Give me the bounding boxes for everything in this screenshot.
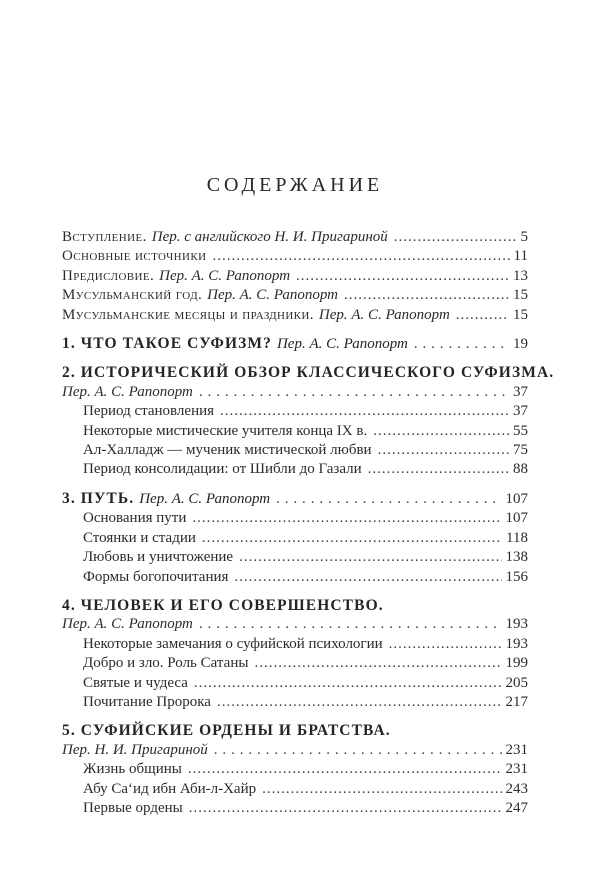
subsection-page-number: 193 bbox=[505, 635, 528, 652]
subsection-page-number: 199 bbox=[505, 655, 528, 672]
toc-entry bbox=[62, 228, 528, 247]
subsection-entry bbox=[62, 780, 528, 799]
subsection-entry bbox=[62, 568, 528, 587]
chapter-translator-entry bbox=[62, 741, 528, 760]
chapter-translator-entry bbox=[62, 383, 528, 402]
subsection-entry bbox=[62, 654, 528, 673]
dot-leader bbox=[373, 422, 509, 441]
entry-page-number: 5 bbox=[520, 229, 528, 245]
chapter-entry bbox=[62, 489, 528, 509]
toc-entry bbox=[62, 267, 528, 286]
subsection-label: Период консолидации: от Шибли до Газали bbox=[83, 461, 362, 478]
subsection-entry bbox=[62, 693, 528, 712]
entry-translator: Пер. А. С. Рапопорт bbox=[207, 287, 339, 304]
subsection-label: Формы богопочитания bbox=[83, 568, 229, 585]
subsection-entry bbox=[62, 548, 528, 567]
toc-entry bbox=[62, 247, 528, 266]
chapter-entry bbox=[62, 334, 528, 354]
chapter-translator: Пер. А. С. Рапопорт bbox=[62, 616, 193, 633]
chapter-label: 2. ИСТОРИЧЕСКИЙ ОБЗОР КЛАССИЧЕСКОГО СУФИЗМА. bbox=[62, 364, 555, 382]
dot-leader bbox=[276, 490, 501, 509]
chapter-heading bbox=[62, 363, 555, 382]
dot-leader bbox=[239, 548, 501, 567]
chapter-page-number: 107 bbox=[505, 490, 528, 507]
chapter-heading bbox=[62, 596, 528, 615]
toc-chapter-5 bbox=[62, 721, 528, 818]
chapter-label: 4. ЧЕЛОВЕК И ЕГО СОВЕРШЕНСТВО. bbox=[62, 596, 384, 614]
subsection-page-number: 156 bbox=[505, 568, 528, 585]
chapter-label: 5. СУФИЙСКИЕ ОРДЕНЫ И БРАТСТВА. bbox=[62, 722, 391, 740]
entry-label: Мусульманские месяцы и праздники. bbox=[62, 306, 314, 323]
subsection-page-number: 88 bbox=[513, 461, 528, 478]
subsection-page-number: 217 bbox=[505, 693, 528, 710]
chapter-translator: Пер. А. С. Рапопорт bbox=[276, 336, 408, 353]
page-title: СОДЕРЖАНИЕ bbox=[206, 174, 384, 196]
dot-leader bbox=[192, 509, 501, 528]
subsection-label: Почитание Пророка bbox=[83, 693, 211, 710]
subsection-label: Жизнь общины bbox=[83, 761, 182, 778]
chapter-page-number: 19 bbox=[513, 336, 528, 353]
entry-label: Основные источники bbox=[62, 248, 207, 265]
subsection-label: Ал-Халладж — мученик мистической любви bbox=[83, 442, 372, 459]
entry-page-number: 13 bbox=[513, 267, 528, 284]
subsection-entry bbox=[62, 674, 528, 693]
subsection-page-number: 205 bbox=[505, 674, 528, 691]
dot-leader bbox=[389, 635, 502, 654]
dot-leader bbox=[202, 529, 502, 548]
subsection-entry bbox=[62, 529, 528, 548]
dot-leader bbox=[188, 760, 502, 779]
subsection-page-number: 75 bbox=[513, 442, 528, 459]
subsection-page-number: 55 bbox=[513, 422, 528, 439]
dot-leader bbox=[344, 286, 509, 305]
subsection-label: Абу Са‘ид ибн Аби-л-Хайр bbox=[83, 780, 257, 797]
subsection-entry bbox=[62, 422, 528, 441]
toc-front-matter bbox=[62, 228, 528, 325]
toc-chapter-2 bbox=[62, 363, 555, 479]
subsection-label: Некоторые замечания о суфийской психологии bbox=[83, 635, 383, 652]
dot-leader bbox=[378, 441, 509, 460]
subsection-entry bbox=[62, 509, 528, 528]
subsection-entry bbox=[62, 402, 528, 421]
toc-chapter-1 bbox=[62, 334, 528, 354]
subsection-label: Добро и зло. Роль Сатаны bbox=[83, 655, 249, 672]
dot-leader bbox=[414, 335, 509, 354]
entry-translator: Пер. А. С. Рапопорт bbox=[159, 267, 291, 284]
dot-leader bbox=[254, 654, 501, 673]
subsection-page-number: 107 bbox=[505, 510, 528, 527]
chapter-page-number: 193 bbox=[505, 616, 528, 633]
dot-leader bbox=[394, 228, 517, 247]
subsection-label: Первые ордены bbox=[83, 799, 183, 816]
dot-leader bbox=[217, 693, 502, 712]
entry-page-number: 11 bbox=[513, 248, 528, 265]
subsection-page-number: 37 bbox=[513, 403, 528, 420]
chapter-page-number: 37 bbox=[513, 383, 528, 400]
toc-entry bbox=[62, 306, 528, 325]
subsection-label: Стоянки и стадии bbox=[83, 529, 196, 546]
subsection-label: Некоторые мистические учителя конца IX в. bbox=[83, 422, 368, 439]
dot-leader bbox=[220, 402, 509, 421]
table-of-contents bbox=[62, 228, 555, 818]
dot-leader bbox=[189, 799, 502, 818]
dot-leader bbox=[199, 383, 509, 402]
dot-leader bbox=[199, 615, 502, 634]
dot-leader bbox=[296, 267, 509, 286]
subsection-page-number: 138 bbox=[505, 549, 528, 566]
chapter-page-number: 231 bbox=[505, 741, 528, 758]
chapter-label: 1. ЧТО ТАКОЕ СУФИЗМ? bbox=[62, 335, 272, 353]
chapter-translator: Пер. Н. И. Пригариной bbox=[62, 741, 208, 758]
subsection-page-number: 231 bbox=[505, 761, 528, 778]
subsection-entry bbox=[62, 460, 528, 479]
dot-leader bbox=[212, 247, 509, 266]
dot-leader bbox=[194, 674, 502, 693]
chapter-label: 3. ПУТЬ. bbox=[62, 489, 135, 507]
entry-label: Вступление. bbox=[62, 229, 147, 245]
chapter-translator: Пер. А. С. Рапопорт bbox=[139, 490, 271, 507]
entry-label: Предисловие. bbox=[62, 267, 155, 284]
chapter-translator: Пер. А. С. Рапопорт bbox=[62, 383, 193, 400]
toc-chapter-4 bbox=[62, 596, 528, 712]
dot-leader bbox=[214, 741, 502, 760]
dot-leader bbox=[234, 568, 501, 587]
subsection-entry bbox=[62, 441, 528, 460]
entry-label: Мусульманский год. bbox=[62, 287, 203, 304]
subsection-label: Любовь и уничтожение bbox=[83, 549, 234, 566]
chapter-translator-entry bbox=[62, 615, 528, 634]
subsection-entry bbox=[62, 760, 528, 779]
subsection-page-number: 118 bbox=[506, 529, 528, 546]
dot-leader bbox=[262, 780, 501, 799]
subsection-page-number: 243 bbox=[505, 780, 528, 797]
entry-translator: Пер. А. С. Рапопорт bbox=[318, 306, 450, 323]
dot-leader bbox=[456, 306, 509, 325]
subsection-label: Период становления bbox=[83, 403, 215, 420]
entry-page-number: 15 bbox=[513, 287, 528, 304]
toc-entry bbox=[62, 286, 528, 305]
subsection-label: Святые и чудеса bbox=[83, 674, 188, 691]
subsection-label: Основания пути bbox=[83, 510, 187, 527]
subsection-entry bbox=[62, 799, 528, 818]
dot-leader bbox=[368, 460, 509, 479]
entry-page-number: 15 bbox=[513, 306, 528, 323]
subsection-page-number: 247 bbox=[505, 799, 528, 816]
toc-chapter-3 bbox=[62, 489, 528, 587]
entry-translator: Пер. с английского Н. И. Пригариной bbox=[151, 229, 388, 245]
subsection-entry bbox=[62, 635, 528, 654]
chapter-heading bbox=[62, 721, 528, 740]
